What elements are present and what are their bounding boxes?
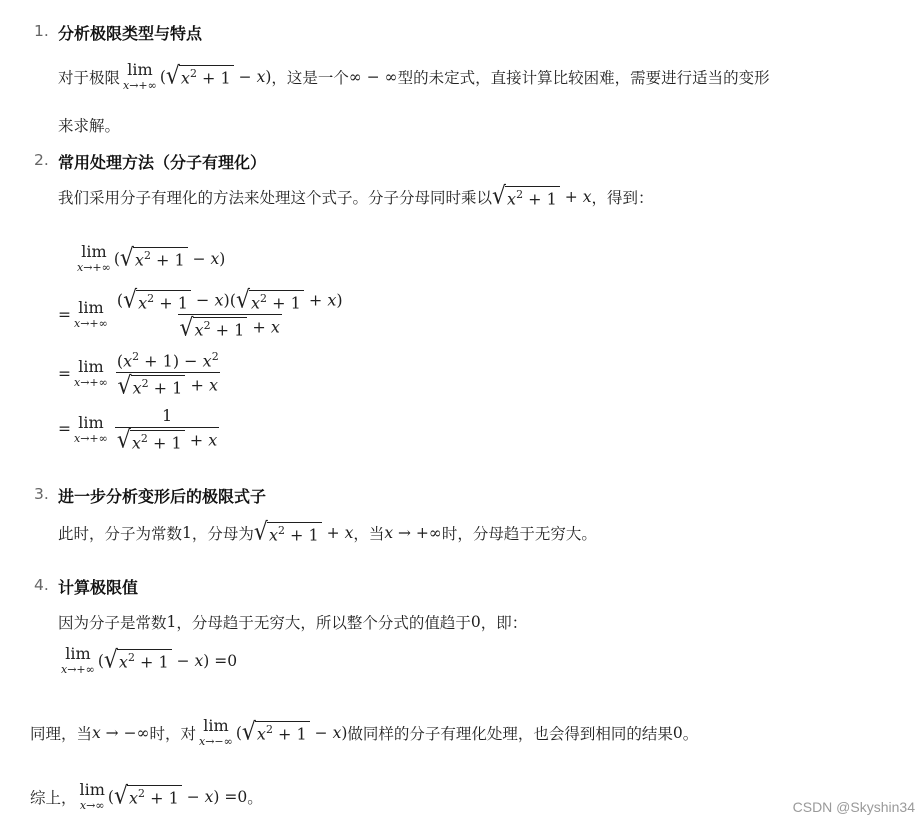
sqrt-expr: √ $x^2 + 1$	[166, 65, 234, 87]
p1-text-a: 对于极限	[58, 68, 121, 87]
limit-expr: lim x→+∞	[77, 242, 111, 274]
watermark: CSDN @Skyshin34	[792, 799, 915, 815]
limit-expr: lim x→−∞	[199, 716, 233, 748]
paragraph-4: 因为分子是常数 1 ，分母趋于无穷大，所以整个分式的值趋于 0 ，即：	[58, 613, 528, 632]
p3-text-b: ，分母为	[191, 525, 254, 544]
p2-text-b: ，得到：	[591, 189, 654, 208]
p5-text-b: 时，对	[149, 724, 197, 743]
p1-text-c: 型的未定式，直接计算比较困难，需要进行适当的变形	[397, 68, 770, 87]
plus-x: + x	[559, 188, 592, 207]
paragraph-5: 同理，当 x → −∞ 时，对 lim x→−∞ ( √ $x^2 + 1$ − x) 做同样的分子有理化处理，也会得到相同的结果 0 。	[30, 716, 699, 748]
derivation-line-3: = lim x→+∞ $(x^2 + 1) - x^2$ √ $x^2 + 1$ + x	[58, 350, 219, 400]
fraction: 1 √ $x^2 + 1$ + x	[116, 406, 218, 455]
limit-expr: lim x→+∞	[74, 298, 108, 331]
limit-expr: lim x→+∞	[123, 60, 157, 92]
p4-text-c: ，即：	[480, 614, 528, 632]
item-number-4: 4.	[34, 576, 49, 594]
const-one: 1	[182, 524, 192, 543]
item-number-3: 3.	[34, 485, 49, 503]
p1-text-b: ，这是一个	[271, 68, 349, 87]
fraction: ( √ $x^2 + 1$ − x)( √ $x^2 + 1$ + x) √ $x^2 + 1$ + x	[116, 287, 343, 342]
paragraph-6: 综上， lim x→∞ ( √ $x^2 + 1$ − x) = 0 。	[30, 780, 263, 812]
p6-text-b: 。	[247, 788, 263, 807]
sqrt-expr: √ $x^2 + 1$	[492, 186, 560, 208]
p4-text-b: ，分母趋于无穷大，所以整个分式的值趋于	[176, 614, 471, 632]
p3-text-c: ，当	[353, 525, 385, 544]
indeterminate-form: ∞ − ∞	[348, 67, 398, 86]
derivation-line-2: = lim x→+∞ ( √ $x^2 + 1$ − x)( √ $x^2 + 1$ + x) √ $x^2 + 1$ + x	[58, 287, 343, 342]
p2-text-a: 我们采用分子有理化的方法来处理这个式子。分子分母同时乘以	[58, 189, 493, 208]
result-equation: lim x→+∞ ( √ $x^2 + 1$ − x) = 0	[61, 644, 238, 676]
item-title-1: 分析极限类型与特点	[58, 24, 203, 43]
limit-expr: lim x→∞	[79, 780, 105, 812]
item-title-3: 进一步分析变形后的极限式子	[58, 487, 267, 506]
p3-text-a: 此时，分子为常数	[58, 525, 183, 544]
fraction: $(x^2 + 1) - x^2$ √ $x^2 + 1$ + x	[116, 350, 219, 400]
item-title-4: 计算极限值	[58, 578, 139, 597]
sqrt-expr: √ $x^2 + 1$	[254, 522, 322, 544]
item-number-1: 1.	[34, 22, 49, 40]
p5-text-d: 。	[682, 724, 699, 743]
limit-expr: lim x→+∞	[74, 412, 108, 445]
x-to-minf: x → −∞	[92, 723, 150, 742]
p5-text-a: 同理，当	[30, 724, 93, 743]
paren-open: (	[159, 67, 166, 86]
p5-text-c: 做同样的分子有理化处理，也会得到相同的结果	[347, 724, 673, 743]
derivation-line-4: = lim x→+∞ 1 √ $x^2 + 1$ + x	[58, 406, 218, 455]
paragraph-2	[58, 183, 654, 211]
paragraph-1	[58, 62, 770, 91]
derivation-line-1: lim x→+∞ ( √ $x^2 + 1$ − x)	[77, 242, 226, 274]
sqrt-expr: √ $x^2 + 1$	[104, 649, 172, 671]
p4-text-a: 因为分子是常数	[58, 614, 167, 632]
p1-text-d: 来求解。	[58, 117, 121, 135]
p3-text-d: 时，分母趋于无穷大。	[441, 525, 597, 544]
paragraph-3: 此时，分子为常数 1 ，分母为 √ $x^2 + 1$ + x ，当 x → +∞ 时，分母趋于无穷大。	[58, 519, 597, 547]
sqrt-expr: √ $x^2 + 1$	[242, 721, 310, 743]
limit-expr: lim x→+∞	[74, 357, 108, 390]
sqrt-expr: √ $x^2 + 1$	[114, 785, 182, 807]
item-title-2: 常用处理方法（分子有理化）	[58, 153, 267, 172]
limit-expr: lim x→+∞	[61, 644, 95, 676]
sqrt-expr: √ $x^2 + 1$	[120, 247, 188, 269]
x-to-pinf: x → +∞	[384, 524, 442, 543]
item-number-2: 2.	[34, 151, 49, 169]
minus-x: − x)	[233, 67, 272, 86]
p6-text-a: 综上，	[30, 788, 77, 807]
